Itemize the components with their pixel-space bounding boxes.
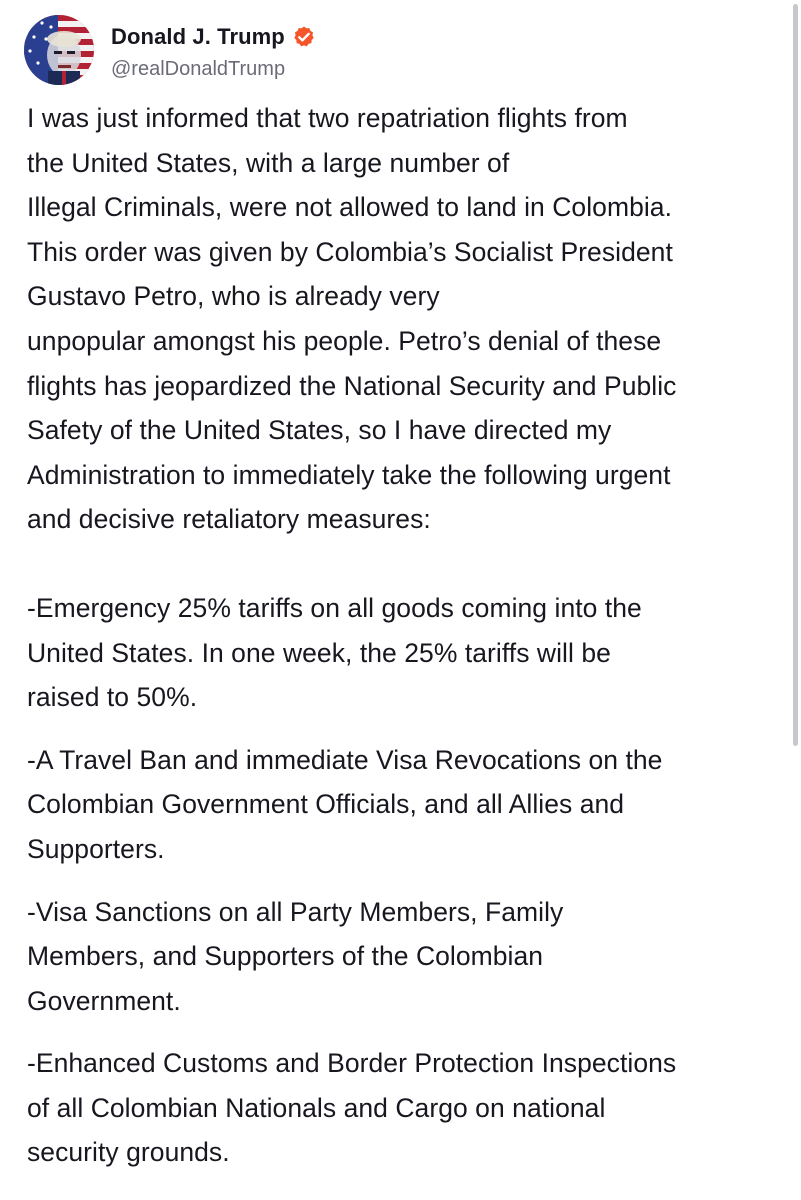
- post-body: [27, 96, 792, 1175]
- post-line: Supporters.: [27, 833, 165, 864]
- post-line: flights has jeopardized the National Security and Public: [27, 370, 677, 401]
- paragraph-spacer: [27, 720, 792, 738]
- post-line: I was just informed that two repatriation flights from: [27, 103, 628, 133]
- paragraph-spacer: [27, 872, 792, 890]
- post-line: -A Travel Ban and immediate Visa Revocations on the: [27, 744, 663, 775]
- post-header: [24, 14, 316, 86]
- scrollbar[interactable]: [790, 0, 801, 1200]
- scrollbar-thumb[interactable]: [793, 4, 798, 746]
- post-line: security grounds.: [27, 1137, 230, 1168]
- post-paragraph: [27, 586, 792, 720]
- post-line: -Emergency 25% tariffs on all goods coming into the: [27, 592, 642, 623]
- author-identity: [111, 20, 316, 81]
- post-line: Members, and Supporters of the Colombian: [27, 941, 544, 972]
- name-row: [111, 20, 316, 54]
- post-line: Colombian Government Officials, and all Allies and: [27, 789, 625, 820]
- post-line: Administration to immediately take the following urgent: [27, 459, 671, 490]
- post-paragraph: [27, 96, 792, 542]
- post-line: of all Colombian Nationals and Cargo on national: [27, 1092, 606, 1123]
- post-line: unpopular amongst his people. Petro’s denial of these: [27, 325, 662, 356]
- post-paragraph: [27, 1041, 792, 1175]
- post-line: Government.: [27, 985, 181, 1016]
- avatar[interactable]: [24, 15, 94, 85]
- post-line: This order was given by Colombia’s Socialist President: [27, 236, 673, 267]
- post-paragraph: [27, 738, 792, 872]
- post-line: Safety of the United States, so I have directed my: [27, 415, 612, 446]
- post-line: -Enhanced Customs and Border Protection Inspections: [27, 1048, 677, 1079]
- post-line: -Visa Sanctions on all Party Members, Family: [27, 896, 564, 927]
- author-handle[interactable]: @realDonaldTrump: [111, 57, 286, 80]
- post-line: Gustavo Petro, who is already very: [27, 281, 440, 312]
- paragraph-spacer: [27, 542, 792, 586]
- post-line: and decisive retaliatory measures:: [27, 504, 431, 535]
- avatar-image: [24, 15, 94, 85]
- author-display-name[interactable]: Donald J. Trump: [111, 23, 285, 49]
- post-paragraph: [27, 890, 792, 1024]
- post-line: the United States, with a large number of: [27, 147, 510, 178]
- paragraph-spacer: [27, 1023, 792, 1041]
- post-line: Illegal Criminals, were not allowed to land in Colombia.: [27, 192, 672, 223]
- post-line: United States. In one week, the 25% tariffs will be: [27, 637, 611, 668]
- verified-badge-icon: [292, 25, 316, 49]
- post-line: raised to 50%.: [27, 682, 198, 713]
